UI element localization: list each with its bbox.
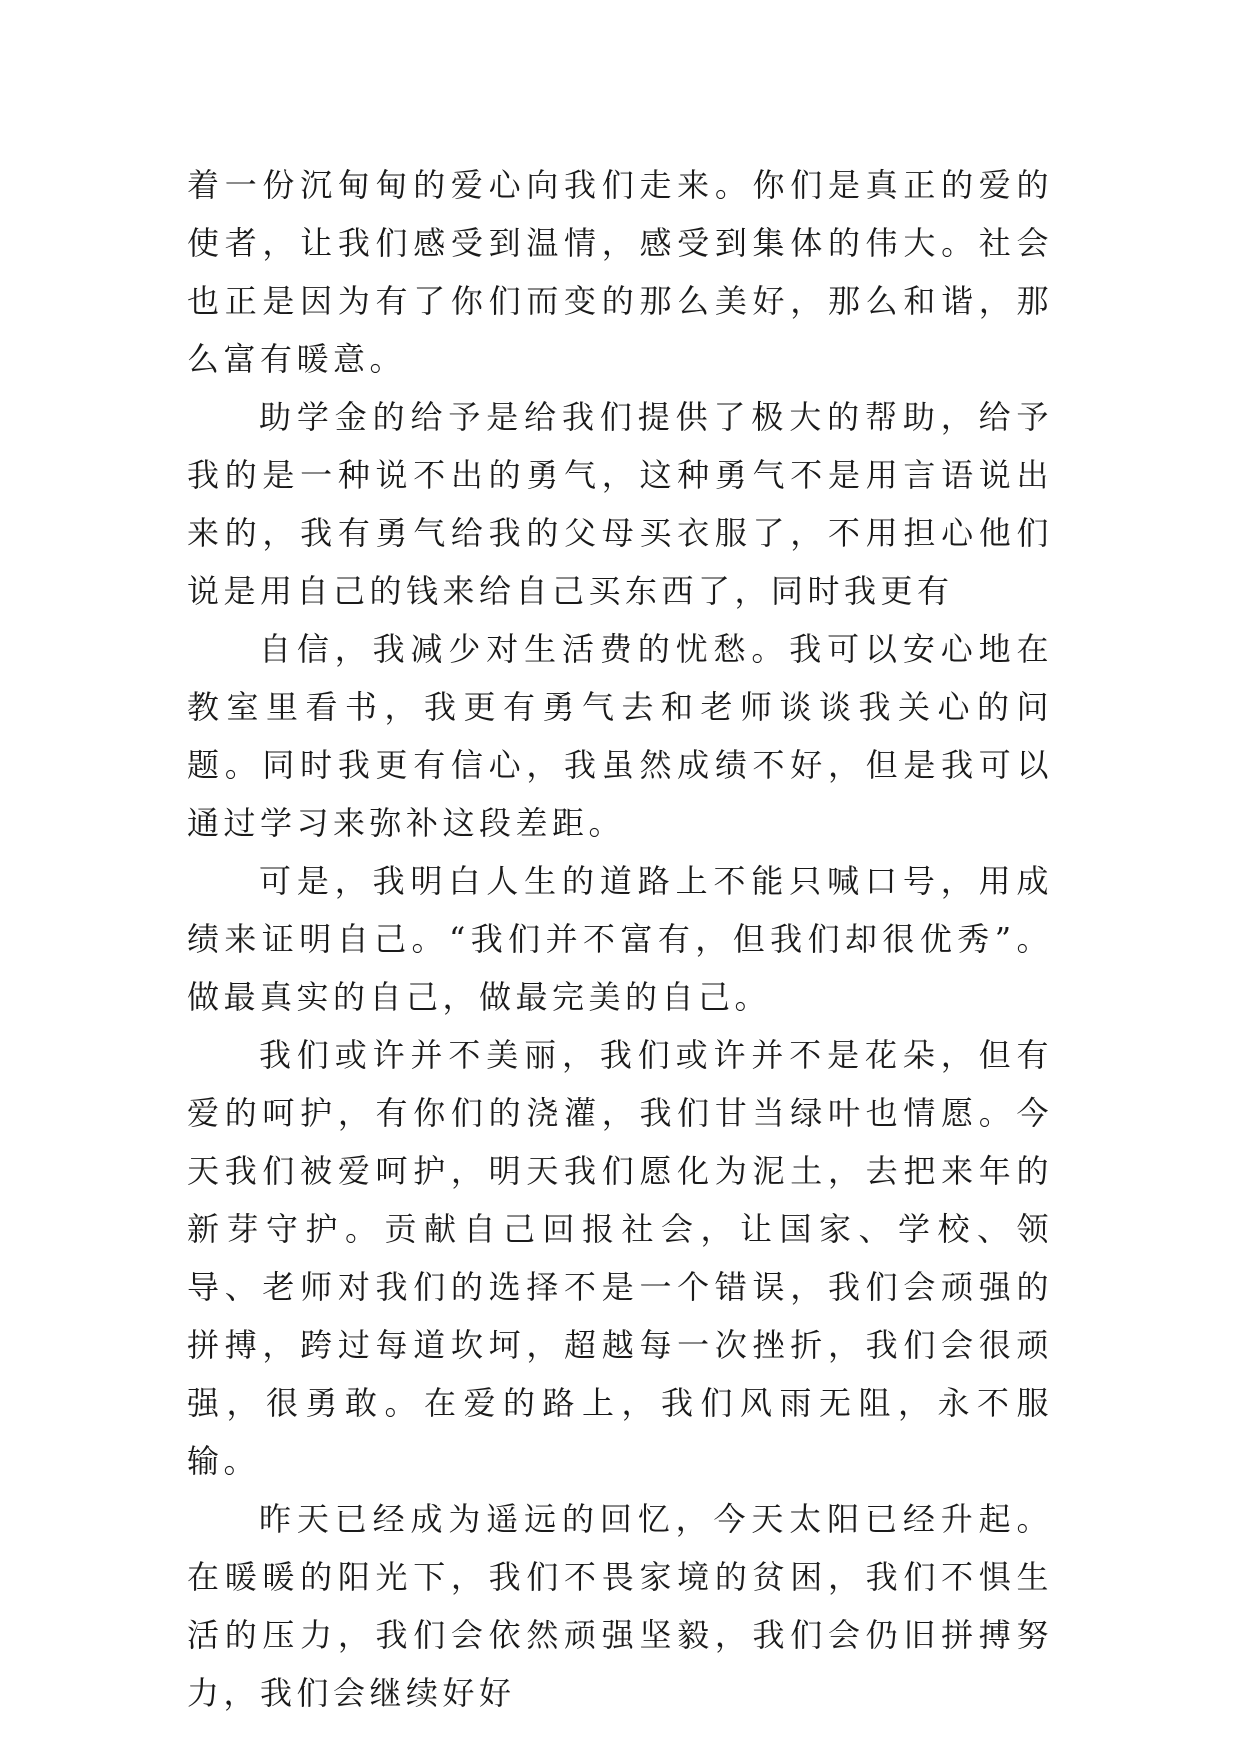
document-body bbox=[187, 156, 1053, 1722]
paragraph-3: 自信，我减少对生活费的忧愁。我可以安心地在教室里看书，我更有勇气去和老师谈谈我关心的问题。同时我更有信心，我虽然成绩不好，但是我可以通过学习来弥补这段差距。 bbox=[187, 630, 1053, 842]
paragraph-6: 昨天已经成为遥远的回忆，今天太阳已经升起。在暖暖的阳光下，我们不畏家境的贫困，我们不惧生活的压力，我们会依然顽强坚毅，我们会仍旧拼搏努力，我们会继续好好 bbox=[187, 1500, 1053, 1712]
paragraph-1: 着一份沉甸甸的爱心向我们走来。你们是真正的爱的使者，让我们感受到温情，感受到集体的伟大。社会也正是因为有了你们而变的那么美好，那么和谐，那么富有暖意。 bbox=[187, 166, 1053, 378]
paragraph-2: 助学金的给予是给我们提供了极大的帮助，给予我的是一种说不出的勇气，这种勇气不是用言语说出来的，我有勇气给我的父母买衣服了，不用担心他们说是用自己的钱来给自己买东西了，同时我更有 bbox=[187, 398, 1053, 610]
paragraph-4: 可是，我明白人生的道路上不能只喊口号，用成绩来证明自己。“我们并不富有，但我们却很优秀”。做最真实的自己，做最完美的自己。 bbox=[187, 862, 1053, 1016]
paragraph-5: 我们或许并不美丽，我们或许并不是花朵，但有爱的呵护，有你们的浇灌，我们甘当绿叶也情愿。今天我们被爱呵护，明天我们愿化为泥土，去把来年的新芽守护。贡献自己回报社会，让国家、学校、领导、老师对我们的选择不是一个错误，我们会顽强的拼搏，跨过每道坎坷，超越每一次挫折，我们会很顽强，很勇敢。在爱的路上，我们风雨无阻，永不服输。 bbox=[187, 1036, 1053, 1480]
